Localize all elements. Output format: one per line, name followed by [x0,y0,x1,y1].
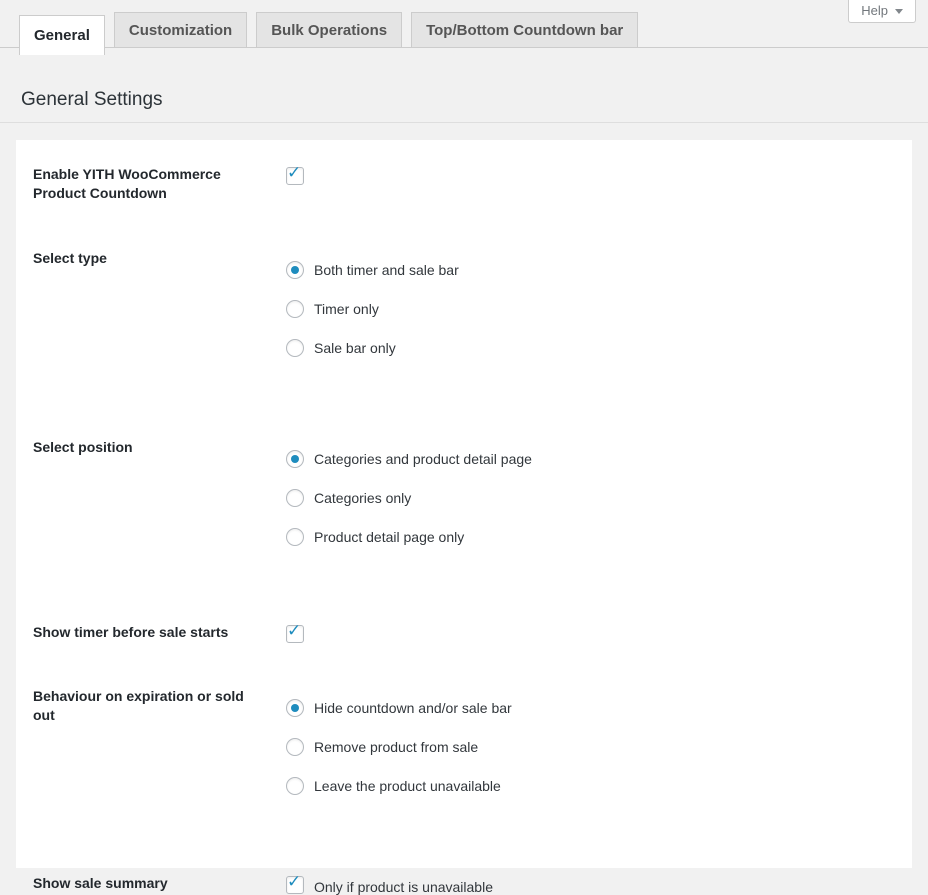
show-sale-summary-checkbox[interactable] [286,872,304,894]
tab-bar [0,0,928,48]
radio-option-label: Remove product from sale [314,739,479,755]
radio-button[interactable] [286,339,304,357]
radio-option-remove-product-from-sale[interactable] [286,736,892,758]
radio-option-label: Timer only [314,301,379,317]
radio-button[interactable] [286,300,304,318]
radio-option-label: Categories only [314,490,412,506]
check-icon: ✓ [287,163,302,182]
radio-option-label: Hide countdown and/or sale bar [314,700,512,716]
setting-row-show-timer-before-sale [33,623,892,643]
setting-row-show-sale-summary [33,874,892,894]
enable-plugin-checkbox[interactable] [286,163,304,185]
setting-row-select-type [33,249,892,376]
radio-option-both-timer-and-sale-bar[interactable] [286,259,892,281]
radio-option-sale-bar-only[interactable] [286,337,892,359]
radio-option-label: Both timer and sale bar [314,262,459,278]
show-timer-before-sale-checkbox[interactable] [286,621,304,643]
sale-summary-option[interactable] [286,872,892,895]
check-icon: ✓ [287,872,302,891]
setting-row-enable-plugin [33,165,892,203]
radio-option-categories-and-product-detail[interactable] [286,448,892,470]
radio-option-label: Sale bar only [314,340,396,356]
radio-button[interactable] [286,261,304,279]
help-button[interactable] [848,0,916,23]
radio-button[interactable] [286,489,304,507]
check-icon: ✓ [287,621,302,640]
tab-top-bottom-countdown-bar[interactable]: Top/Bottom Countdown bar [411,12,638,47]
radio-option-hide-countdown[interactable] [286,697,892,719]
radio-button[interactable] [286,528,304,546]
radio-button[interactable] [286,450,304,468]
setting-label: Select position [33,439,133,455]
radio-button[interactable] [286,738,304,756]
radio-button[interactable] [286,777,304,795]
radio-button[interactable] [286,699,304,717]
setting-label: Show timer before sale starts [33,624,229,640]
setting-label: Behaviour on expiration or sold out [33,688,244,723]
radio-option-label: Leave the product unavailable [314,778,501,794]
chevron-down-icon [895,9,903,14]
radio-option-label: Categories and product detail page [314,451,532,467]
radio-option-label: Product detail page only [314,529,465,545]
setting-label: Enable YITH WooCommerce Product Countdown [33,166,221,201]
page-title: General Settings [21,89,163,110]
help-button-label: Help [861,3,888,18]
title-divider [0,122,928,123]
setting-row-expiration-behaviour [33,687,892,814]
settings-form [16,140,912,895]
setting-label: Select type [33,250,107,266]
setting-label: Show sale summary [33,875,168,891]
tab-general[interactable]: General [19,15,105,55]
checkbox-option-label: Only if product is unavailable [314,879,493,895]
tab-bulk-operations[interactable]: Bulk Operations [256,12,402,47]
tab-customization[interactable]: Customization [114,12,247,47]
radio-option-leave-product-unavailable[interactable] [286,775,892,797]
radio-option-product-detail-only[interactable] [286,526,892,548]
radio-option-categories-only[interactable] [286,487,892,509]
radio-option-timer-only[interactable] [286,298,892,320]
setting-row-select-position [33,438,892,565]
